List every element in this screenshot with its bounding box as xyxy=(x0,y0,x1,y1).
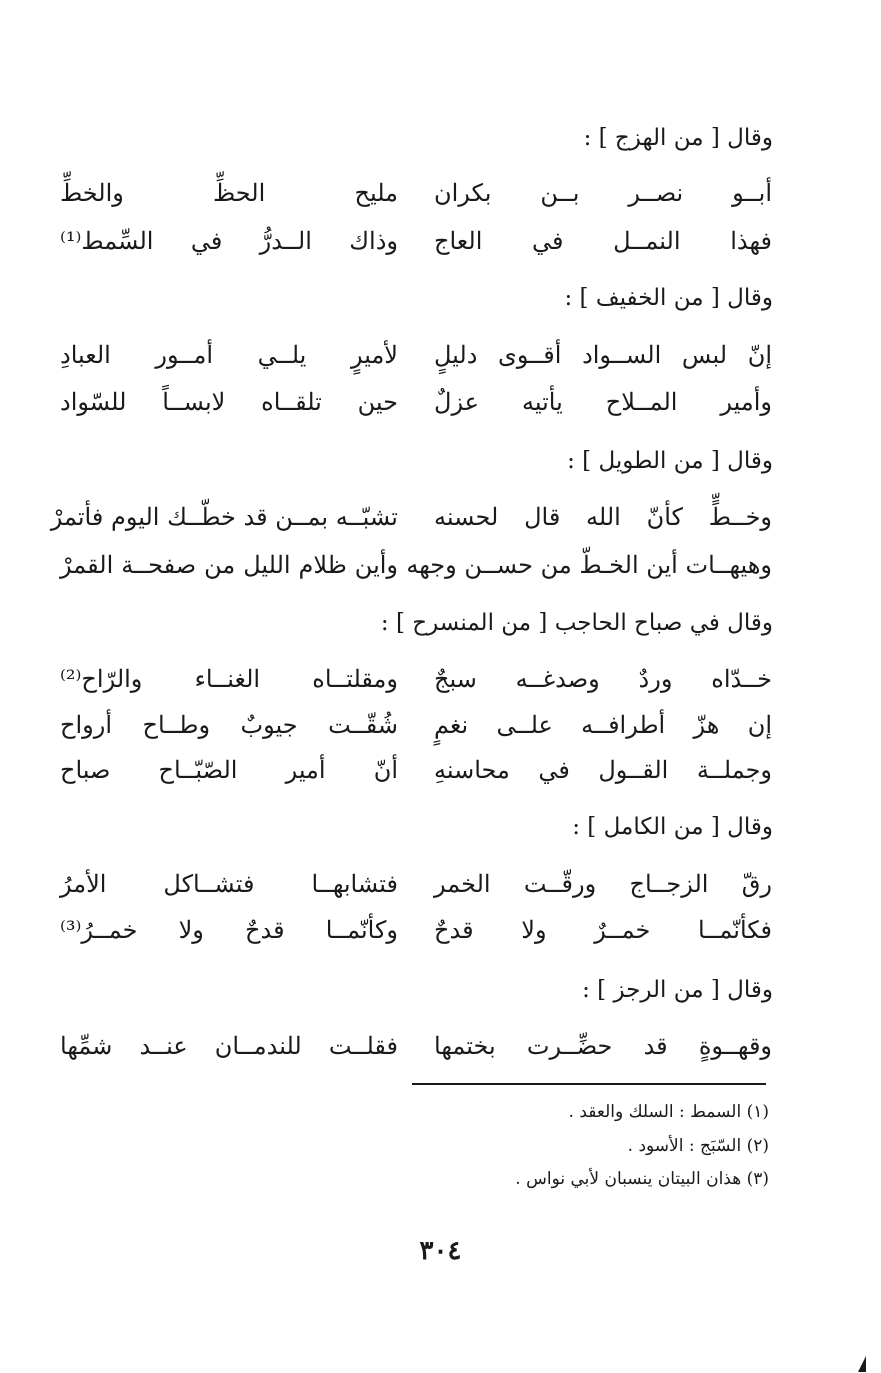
verse-line xyxy=(60,752,772,788)
first-hemistich: فكأنّمــا خمــرٌ ولا قدحٌ xyxy=(434,916,772,944)
first-hemistich: إنّ لبس الســواد أقــوى دليلٍ xyxy=(434,341,772,369)
second-hemistich: وذاك الــدرُّ في السِّمط⁽¹⁾ xyxy=(60,227,398,255)
second-hemistich: أنّ أمير الصّبّــاح صباح xyxy=(60,756,398,784)
poem-heading: وقال [ من الكامل ] : xyxy=(572,814,773,840)
first-hemistich: أبــو نصــر بــن بكران xyxy=(434,179,772,207)
verse-line xyxy=(60,223,772,259)
poem-heading: وقال [ من الخفيف ] : xyxy=(564,285,773,311)
verse-line xyxy=(60,707,772,743)
first-hemistich: فهذا النمــل في العاج xyxy=(434,227,772,255)
second-hemistich: وكأنّمــا قدحٌ ولا خمــرُ⁽³⁾ xyxy=(60,916,398,944)
second-hemistich: فقلــت للندمــان عنــد شمِّها xyxy=(60,1032,398,1060)
first-hemistich: خــدّاه وردٌ وصدغــه سبجٌ xyxy=(434,665,772,693)
verse-line xyxy=(60,912,772,948)
verse-line xyxy=(60,175,772,211)
second-hemistich: فتشابهــا فتشــاكل الأمرُ xyxy=(60,870,398,898)
first-hemistich: رقّ الزجــاج ورقّــت الخمر xyxy=(434,870,772,898)
second-hemistich: مليح الحظِّ والخطِّ xyxy=(60,179,398,207)
verse-line xyxy=(60,337,772,373)
second-hemistich: وأين ظلام الليل من صفحــة القمرْ xyxy=(60,551,398,579)
poem-heading: وقال [ من الطويل ] : xyxy=(567,448,773,474)
footnote: (٢) السّبَج : الأسود . xyxy=(627,1136,769,1156)
verse-line xyxy=(60,384,772,420)
footnote: (٣) هذان البيتان ينسبان لأبي نواس . xyxy=(515,1169,769,1189)
second-hemistich: ومقلتــاه الغنــاء والرّاح⁽²⁾ xyxy=(60,665,398,693)
verse-line xyxy=(60,1028,772,1064)
first-hemistich: وهيهــات أين الخـطّ من حســن وجهه xyxy=(406,551,772,579)
poem-heading: وقال في صباح الحاجب [ من المنسرح ] : xyxy=(380,610,773,636)
footnote: (١) السمط : السلك والعقد . xyxy=(568,1102,769,1122)
first-hemistich: وجملــة القــول في محاسنهِ xyxy=(434,756,772,784)
first-hemistich: وأمير المــلاح يأتيه عزلٌ xyxy=(434,388,772,416)
footnote-divider xyxy=(412,1083,766,1085)
second-hemistich: لأميرٍ يلــي أمــور العبادِ xyxy=(60,341,398,369)
second-hemistich: تشبّــه بمــن قد خطّــك اليوم فأتمرْ xyxy=(50,503,398,531)
verse-line xyxy=(50,499,772,535)
verse-line xyxy=(60,661,772,697)
poem-heading: وقال [ من الهزج ] : xyxy=(583,125,773,151)
verse-line xyxy=(60,866,772,902)
poem-heading: وقال [ من الرجز ] : xyxy=(582,977,773,1003)
page-number: ٣٠٤ xyxy=(419,1236,462,1266)
first-hemistich: وخــطٍّ كأنّ الله قال لحسنه xyxy=(434,503,772,531)
first-hemistich: إن هزّ أطرافــه علــى نغمٍ xyxy=(434,711,772,739)
second-hemistich: شُقّــت جيوبٌ وطــاح أرواح xyxy=(60,711,398,739)
verse-line xyxy=(60,547,772,583)
first-hemistich: وقهــوةٍ قد حضِّــرت بختمها xyxy=(434,1032,772,1060)
corner-mark-icon xyxy=(858,1356,866,1372)
second-hemistich: حين تلقــاه لابســاً للسّواد xyxy=(60,388,398,416)
